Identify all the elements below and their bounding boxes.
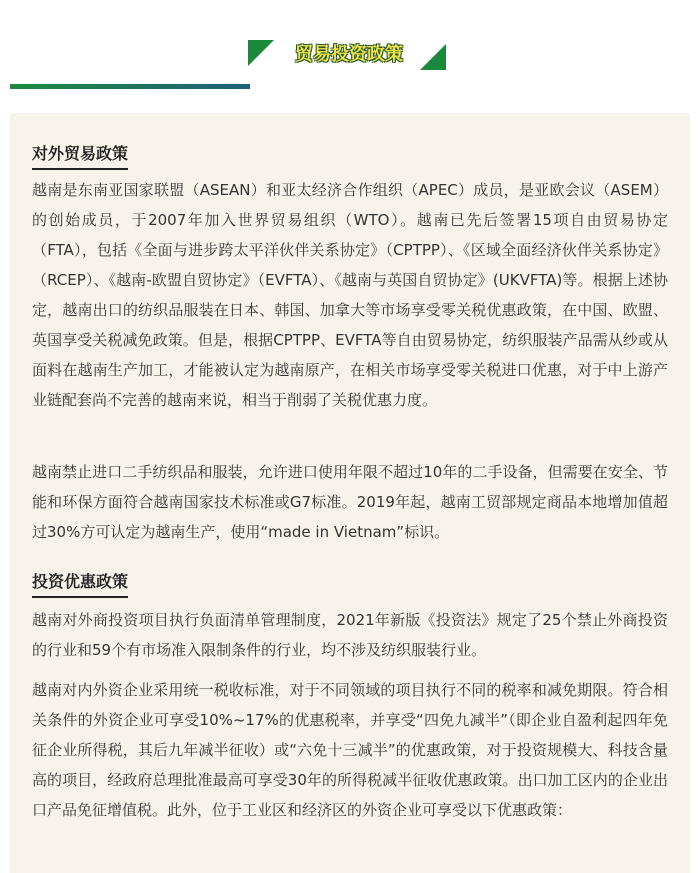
section-header [0, 0, 700, 100]
paragraph-import-rules: 越南禁止进口二手纺织品和服装，允许进口使用年限不超过10年的二手设备，但需要在安全、节能和环保方面符合越南国家技术标准或G7标准。2019年起，越南工贸部规定商品本地增加值超过30%方可认定为越南生产，使用“made in Vietnam”标识。 [32, 463, 668, 541]
triangle-right-decoration [420, 44, 446, 70]
paragraph-trade-agreements: 越南是东南亚国家联盟（ASEAN）和亚太经济合作组织（APEC）成员，是亚欧会议（ASEM）的创始成员，于2007年加入世界贸易组织（WTO）。越南已先后签署15项自由贸易协定（FTA），包括《全面与进步跨太平洋伙伴关系协定》（CPTPP）、《区域全面经济伙伴关系协定》（RCEP）、《越南-欧盟自贸协定》（EVFTA）、《越南与英国自贸协定》(UKVFTA)等。根据上述协定，越南出口的纺织品服装在日本、韩国、加拿大等市场享受零关税优惠政策，在中国、欧盟、英国享受关税减免政策。但是，根据CPTPP、EVFTA等自由贸易协定，纺织服装产品需从纱或从面料在越南生产加工，才能被认定为越南原产，在相关市场享受零关税进口优惠，对于中上游产业链配套尚不完善的越南来说，相当于削弱了关税优惠力度。 [32, 181, 668, 409]
content-panel [10, 113, 690, 873]
header-title: 贸易投资政策 [295, 44, 403, 65]
triangle-left-decoration [248, 40, 274, 66]
header-underline-bar [10, 84, 250, 89]
paragraph-tax-incentives: 越南对内外资企业采用统一税收标准，对于不同领域的项目执行不同的税率和减免期限。符合相关条件的外资企业可享受10%~17%的优惠税率，并享受“四免九减半”（即企业自盈利起四年免征企业所得税，其后九年减半征收）或“六免十三减半”的优惠政策，对于投资规模大、科技含量高的项目，经政府总理批准最高可享受30年的所得税减半征收优惠政策。出口加工区内的企业出口产品免征增值税。此外，位于工业区和经济区的外资企业可享受以下优惠政策： [32, 681, 668, 819]
paragraph-negative-list: 越南对外商投资项目执行负面清单管理制度，2021年新版《投资法》规定了25个禁止外商投资的行业和59个有市场准入限制条件的行业，均不涉及纺织服装行业。 [32, 611, 668, 659]
section-title-investment: 投资优惠政策 [32, 571, 128, 598]
section-title-foreign-trade: 对外贸易政策 [32, 143, 128, 170]
